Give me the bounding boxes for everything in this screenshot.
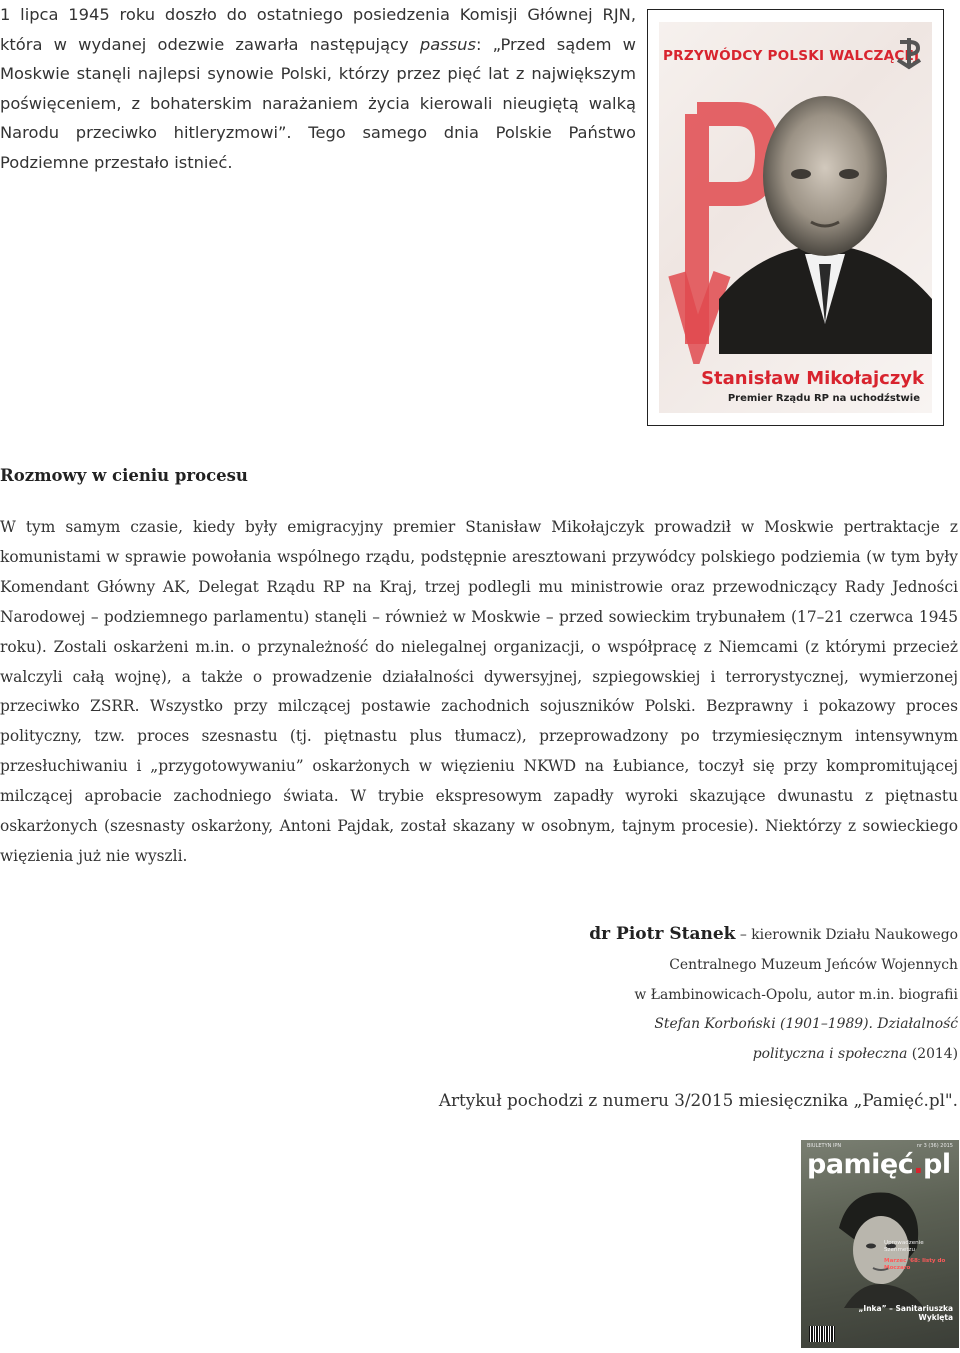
source-note: Artykuł pochodzi z numeru 3/2015 miesięcznika „Pamięć.pl". bbox=[438, 1090, 958, 1110]
magazine-cover-line bbox=[858, 1304, 953, 1322]
cover-line-1: „Inka” – Sanitariuszka bbox=[858, 1304, 953, 1313]
barcode bbox=[809, 1326, 835, 1342]
signature-line-2: Centralnego Muzeum Jeńców Wojennych bbox=[669, 956, 958, 973]
logo-main: pamięć bbox=[807, 1149, 914, 1180]
blurb-1: Uprowadzenie Szenmetzu bbox=[884, 1240, 924, 1253]
logo-dot: . bbox=[913, 1149, 924, 1180]
blurb-2: Marzec '68: listy do Moczaro bbox=[884, 1258, 946, 1271]
anchor-emblem-icon bbox=[894, 36, 924, 70]
signature-line-1 bbox=[398, 920, 958, 951]
intro-paragraph bbox=[0, 0, 636, 178]
poster-title: PRZYWÓDCY POLSKI WALCZĄCEJ bbox=[663, 48, 920, 64]
article-body: W tym samym czasie, kiedy były emigracyjny premier Stanisław Mikołajczyk prowadził w Moskwie pertraktacje z komunistami w sprawie powołania wspólnego rządu, podstępnie aresztowani przywódcy polskiego podziemia (w tym były Komendant Główny AK, Delegat Rządu RP na Kraj, trzej podlegli mu ministrowie oraz przewodniczący Rady Jedności Narodowej – podziemnego parlamentu) stanęli – również w Moskwie – przed sowieckim trybunałem (17–21 czerwca 1945 roku). Zostali oskarżeni m.in. o przynależność do nielegalnej organizacji, o współpracę z Niemcami (z którymi przecież walczyli całą wojnę), a także o prowadzenie działalności dywersyjnej, szpiegowskiej i terrorystycznej, wymierzonej przeciwko ZSRR. Wszystko przy milczącej postawie zachodnich sojuszników Polski. Bezprawny i pokazowy proces polityczny, tzw. proces szesnastu (tj. piętnastu plus tłumacz), przeprowadzony po trzymiesięcznym intensywnym przesłuchiwaniu i „przygotowywaniu” oskarżonych w więzieniu NKWD na Łubiance, toczył się przy kompromitującej milczącej aprobacie zachodniego świata. W trybie ekspresowym zapadły wyroki skazujące dwunastu z piętnastu oskarżonych (szesnasty oskarżony, Antoni Pajdak, został skazany w osobnym, tajnym procesie). Niektórzy z sowieckiego więzienia już nie wyszli. bbox=[0, 518, 958, 865]
portrait-figure bbox=[719, 84, 932, 354]
intro-italic-word: passus bbox=[419, 34, 476, 54]
poster-person-role: Premier Rządu RP na uchodźstwie bbox=[727, 393, 920, 404]
signature-line-4 bbox=[398, 1010, 958, 1040]
magazine-cover-image bbox=[801, 1140, 959, 1348]
author-name: dr Piotr Stanek bbox=[589, 924, 736, 944]
author-signature bbox=[398, 920, 958, 1070]
book-title-2: polityczna i społeczna bbox=[752, 1046, 908, 1063]
logo-end: pl bbox=[923, 1149, 951, 1180]
section-heading: Rozmowy w cieniu procesu bbox=[0, 466, 248, 485]
magazine-logo bbox=[807, 1149, 951, 1180]
signature-line-5 bbox=[398, 1040, 958, 1070]
intro-text-end: : „Przed sądem w Moskwie stanęli najlepsi synowie Polski, którzy przez pięć lat z największym poświęceniem, z bohaterskim narażaniem życia kierowali nieugiętą walką Narodu przeciwko hitleryzmowi”. Tego samego dnia Polskie Państwo Podziemne przestało istnieć. bbox=[0, 34, 636, 172]
magazine-blurbs bbox=[884, 1240, 954, 1272]
signature-line-3: w Łambinowicach-Opolu, autor m.in. biografii bbox=[634, 986, 958, 1003]
book-year: (2014) bbox=[907, 1046, 958, 1063]
intro-text-start: 1 lipca 1945 roku doszło do ostatniego posiedzenia Komisji Głównej RJN, która w wydanej odezwie zawarła następujący bbox=[0, 5, 636, 54]
magazine-issue: nr 3 (36) 2015 bbox=[916, 1143, 953, 1149]
poster-image bbox=[647, 9, 944, 426]
poster-person-name: Stanisław Mikołajczyk bbox=[701, 368, 924, 389]
cover-line-2: Wyklęta bbox=[918, 1313, 953, 1322]
magazine-top-label: BIULETYN IPN bbox=[807, 1143, 842, 1149]
book-title-1: Stefan Korboński (1901–1989). Działalność bbox=[654, 1016, 958, 1033]
author-role: – kierownik Działu Naukowego bbox=[735, 927, 958, 943]
poster-artwork bbox=[659, 22, 932, 413]
